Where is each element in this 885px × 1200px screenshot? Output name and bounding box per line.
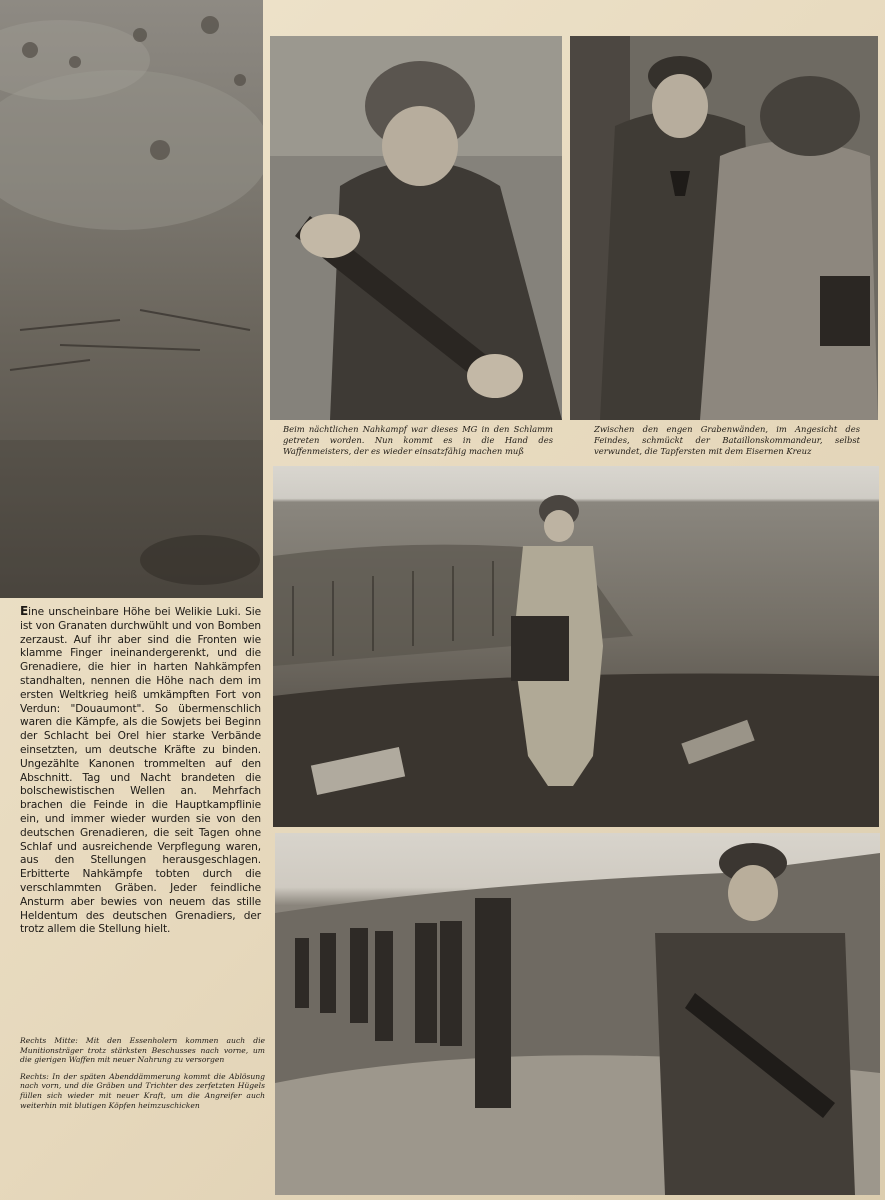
iron-cross-photo [570, 36, 878, 420]
article-body: Eine unscheinbare Höhe bei Welikie Luki. Sie ist von Granaten durchwühlt und von Bomben zerzaust. Auf ihr aber sind die Fronten wie klamme Finger ineinandergerenkt, und die Grenadiere, die hier in harten Nahkämpfen standhalten, nennen die Höhe nach dem im ersten Weltkrieg heiß umkämpften Fort von Verdun: "Douaumont". So übermenschlich waren die Kämpfe, als die Sowjets bei Beginn der Schlacht bei Orel hier starke Verbände einsetzten, um deutsche Kräfte zu binden. Ungezählte Kanonen trommelten auf den Abschnitt. Tag und Nacht brandeten die bolschewistischen Wellen an. Mehrfach brachen die Feinde in die Hauptkampflinie ein, und immer wieder wurden sie von den deutschen Grenadieren, die seit Tagen ohne Schlaf und ausreichende Verpflegung waren, aus den Stellungen herausgeschlagen. Erbitterte Nahkämpfe tobten durch die verschlammten Gräben. Jeder feindliche Ansturm aber bewies von neuem das stille Heldentum des deutschen Grenadiers, der trotz allem die Stellung hielt. [20, 604, 261, 936]
marching-soldiers-photo [275, 833, 880, 1195]
side-captions [20, 1036, 265, 1117]
caption-right-middle: Rechts Mitte: Mit den Essenholern kommen auch die Munitionsträger trotz stärksten Beschusses nach vorne, um die gierigen Waffen mit neuer Nahrung zu versorgen [20, 1036, 265, 1065]
caption-right-bottom: Rechts: In der späten Abenddämmerung kommt die Ablösung nach vorn, und die Gräben und Trichter des zerfetzten Hügels füllen sich wieder mit neuer Kraft, um die Angreifer auch weiterhin mit blutigen Köpfen heimzuschicken [20, 1071, 265, 1110]
caption-mg: Beim nächtlichen Nahkampf war dieses MG in den Schlamm getreten worden. Nun kommt es in die Hand des Waffenmeisters, der es wieder einsatzfähig machen muß [283, 424, 553, 457]
battlefield-smoke-photo [0, 0, 263, 598]
soldier-mg-photo [270, 36, 562, 420]
ammo-carrier-photo [273, 466, 879, 827]
caption-iron-cross: Zwischen den engen Grabenwänden, im Angesicht des Feindes, schmückt der Bataillonskommandeur, selbst verwundet, die Tapfersten mit dem Eisernen Kreuz [594, 424, 860, 457]
